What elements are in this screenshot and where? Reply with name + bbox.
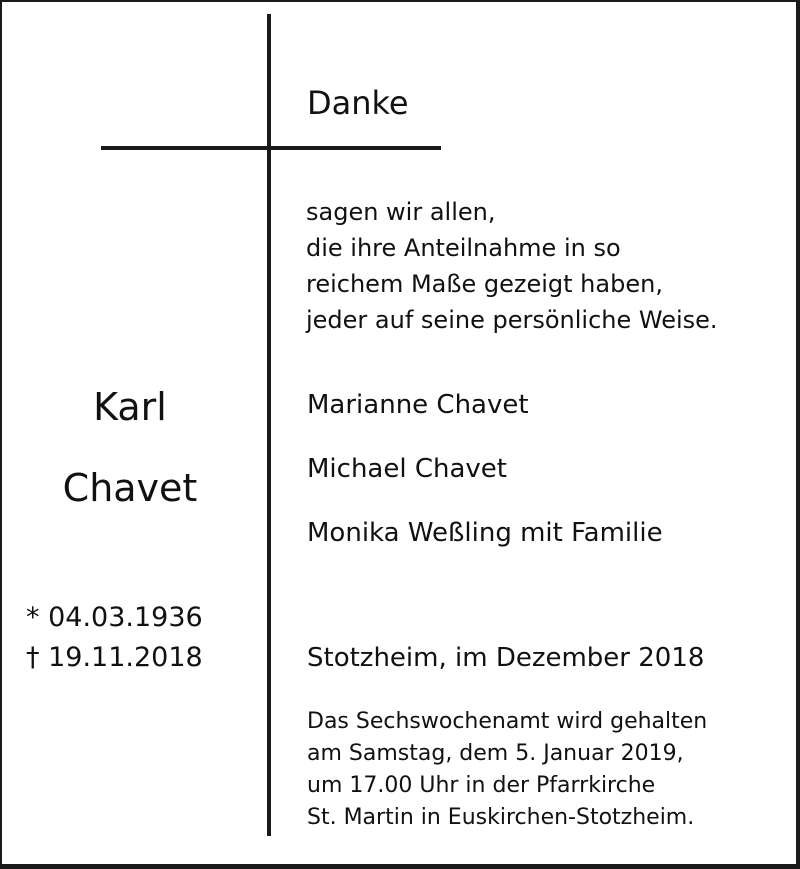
notice-line: Das Sechswochenamt wird gehalten <box>307 709 708 734</box>
life-dates <box>26 598 203 678</box>
message-line: reichem Maße gezeigt haben, <box>306 270 663 298</box>
deceased-last-name: Chavet <box>62 466 198 510</box>
deceased-first-name: Karl <box>93 385 167 429</box>
birth-date: * 04.03.1936 <box>26 602 203 633</box>
notice-line: um 17.00 Uhr in der Pfarrkirche <box>307 773 656 798</box>
message-line: die ihre Anteilnahme in so <box>306 234 621 262</box>
notice-line: am Samstag, dem 5. Januar 2019, <box>307 741 684 766</box>
thanks-message <box>306 194 718 338</box>
message-line: jeder auf seine persönliche Weise. <box>306 306 718 334</box>
signatory: Marianne Chavet <box>307 390 529 420</box>
heading: Danke <box>307 84 409 122</box>
notice-line: St. Martin in Euskirchen-Stotzheim. <box>307 805 695 830</box>
place-date: Stotzheim, im Dezember 2018 <box>307 643 705 673</box>
signatory: Monika Weßling mit Familie <box>307 518 663 548</box>
cross-vertical-bar <box>267 14 271 836</box>
death-date: † 19.11.2018 <box>26 642 203 673</box>
signatory: Michael Chavet <box>307 454 507 484</box>
cross-horizontal-bar <box>101 146 441 150</box>
message-line: sagen wir allen, <box>306 198 496 226</box>
mass-notice <box>307 706 707 834</box>
